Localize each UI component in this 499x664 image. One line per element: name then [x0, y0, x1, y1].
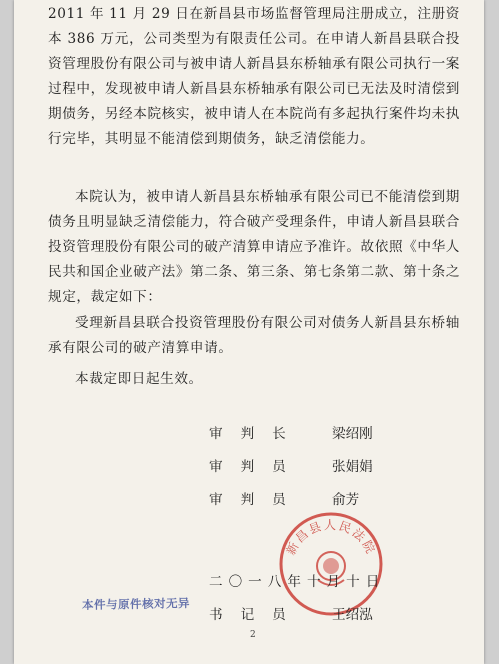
ruling-date: 二〇一八年十月十日 — [209, 574, 386, 590]
page-number: 2 — [250, 630, 256, 640]
court-seal-text: 新昌县人民法院 — [283, 518, 379, 558]
document-page — [14, 0, 484, 664]
paragraph-effective: 本裁定即日起生效。 — [75, 371, 203, 387]
signature-name-judge-1: 张娟娟 — [332, 459, 373, 475]
certification-stamp-text: 本件与原件核对无异 — [81, 596, 191, 612]
clerk-name: 王绍泓 — [332, 607, 373, 623]
signature-name-judge-2: 俞芳 — [332, 492, 360, 508]
paragraph-ruling: 受理新昌县联合投资管理股份有限公司对债务人新昌县东桥轴承有限公司的破产清算申请。 — [48, 315, 460, 356]
clerk-role: 书记员 — [209, 607, 304, 623]
paragraph-company-facts: 2011 年 11 月 29 日在新昌县市场监督管理局注册成立，注册资本 386 万元，公司类型为有限责任公司。在申请人新昌县联合投资管理股份有限公司与被申请人新昌县东桥轴承有限公司执行一案过程中，发现被申请人新昌县东桥轴承有限公司已无法及时清偿到期债务，另经本院核实，被申请人在本院尚有多起执行案件均未执行完毕，其明显不能清偿到期债务，缺乏清偿能力。 — [48, 6, 460, 147]
paragraph-court-opinion: 本院认为，被申请人新昌县东桥轴承有限公司已不能清偿到期债务且明显缺乏清偿能力，符合破产受理条件，申请人新昌县联合投资管理股份有限公司的破产清算申请应予准许。故依照《中华人民共和国企业破产法》第二条、第三条、第七条第二款、第十条之规定，裁定如下： — [48, 189, 460, 305]
signature-role-judge-1: 审判员 — [209, 459, 304, 475]
signature-name-presiding-judge: 梁绍刚 — [332, 426, 373, 442]
signature-role-presiding-judge: 审判长 — [209, 426, 304, 442]
court-seal-stamp — [276, 508, 386, 616]
signature-role-judge-2: 审判员 — [209, 492, 304, 508]
